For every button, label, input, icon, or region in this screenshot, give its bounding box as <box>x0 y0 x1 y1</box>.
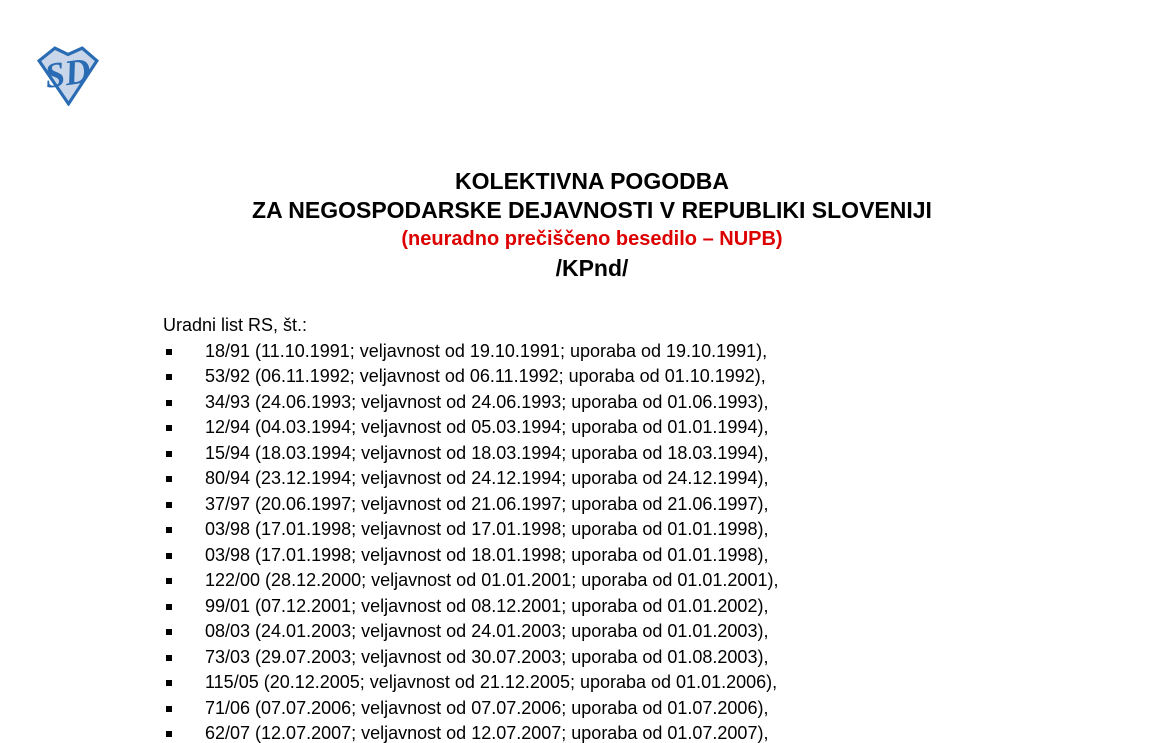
list-item <box>163 517 1003 543</box>
list-item <box>163 543 1003 569</box>
bullet-square-icon <box>166 655 172 661</box>
list-item-text: 03/98 (17.01.1998; veljavnost od 18.01.1998; uporaba od 01.01.1998), <box>205 544 769 565</box>
list-item <box>163 568 1003 594</box>
document-title-block <box>176 167 1008 283</box>
list-item <box>163 645 1003 671</box>
bullet-square-icon <box>166 680 172 686</box>
list-item-text: 99/01 (07.12.2001; veljavnost od 08.12.2001; uporaba od 01.01.2002), <box>205 595 769 616</box>
list-item-text: 34/93 (24.06.1993; veljavnost od 24.06.1993; uporaba od 01.06.1993), <box>205 391 769 412</box>
list-item <box>163 594 1003 620</box>
list-item <box>163 466 1003 492</box>
title-code-kpnd: /KPnd/ <box>555 255 629 281</box>
list-item <box>163 364 1003 390</box>
list-item <box>163 441 1003 467</box>
bullet-square-icon <box>166 400 172 406</box>
list-item <box>163 339 1003 365</box>
title-subtitle-red: (neuradno prečiščeno besedilo – NUPB) <box>401 228 783 250</box>
bullet-square-icon <box>166 476 172 482</box>
list-item-text: 115/05 (20.12.2005; veljavnost od 21.12.2005; uporaba od 01.01.2006), <box>205 672 778 692</box>
list-item <box>163 415 1003 441</box>
list-item-text: 03/98 (17.01.1998; veljavnost od 17.01.1998; uporaba od 01.01.1998), <box>205 519 769 539</box>
logo-letters: SD <box>42 49 94 96</box>
bullet-square-icon <box>166 374 172 380</box>
bullet-square-icon <box>166 527 172 533</box>
list-item-text: 37/97 (20.06.1997; veljavnost od 21.06.1997; uporaba od 21.06.1997), <box>205 493 769 514</box>
bullet-square-icon <box>166 706 172 712</box>
bullet-square-icon <box>166 629 172 635</box>
list-item-text: 53/92 (06.11.1992; veljavnost od 06.11.1992; uporaba od 01.10.1992), <box>205 366 766 386</box>
title-line-1: KOLEKTIVNA POGODBA <box>455 168 729 194</box>
gazette-list-section <box>163 313 1003 743</box>
bullet-square-icon <box>166 604 172 610</box>
list-item <box>163 721 1003 743</box>
list-item-text: 18/91 (11.10.1991; veljavnost od 19.10.1991; uporaba od 19.10.1991), <box>205 340 768 361</box>
list-item-text: 08/03 (24.01.2003; veljavnost od 24.01.2003; uporaba od 01.01.2003), <box>205 621 769 641</box>
list-item-text: 62/07 (12.07.2007; veljavnost od 12.07.2007; uporaba od 01.07.2007), <box>205 723 769 743</box>
list-item-text: 73/03 (29.07.2003; veljavnost od 30.07.2003; uporaba od 01.08.2003), <box>205 646 769 667</box>
list-item-text: 12/94 (04.03.1994; veljavnost od 05.03.1994; uporaba od 01.01.1994), <box>205 417 769 437</box>
bullet-square-icon <box>166 731 172 737</box>
list-item-text: 80/94 (23.12.1994; veljavnost od 24.12.1994; uporaba od 24.12.1994), <box>205 468 769 488</box>
list-item-text: 15/94 (18.03.1994; veljavnost od 18.03.1994; uporaba od 18.03.1994), <box>205 442 769 463</box>
title-line-2: ZA NEGOSPODARSKE DEJAVNOSTI V REPUBLIKI SLOVENIJI <box>252 197 932 223</box>
bullet-square-icon <box>166 502 172 508</box>
list-item-text: 71/06 (07.07.2006; veljavnost od 07.07.2006; uporaba od 01.07.2006), <box>205 697 769 718</box>
list-intro: Uradni list RS, št.: <box>163 315 308 335</box>
bullet-square-icon <box>166 578 172 584</box>
list-item <box>163 492 1003 518</box>
bullet-square-icon <box>166 425 172 431</box>
list-item-text: 122/00 (28.12.2000; veljavnost od 01.01.2001; uporaba od 01.01.2001), <box>205 570 779 590</box>
bullet-square-icon <box>166 553 172 559</box>
list-item <box>163 696 1003 722</box>
bullet-square-icon <box>166 451 172 457</box>
bullet-square-icon <box>166 349 172 355</box>
list-item <box>163 670 1003 696</box>
sd-diamond-logo-icon <box>37 46 99 106</box>
list-item <box>163 390 1003 416</box>
list-item <box>163 619 1003 645</box>
